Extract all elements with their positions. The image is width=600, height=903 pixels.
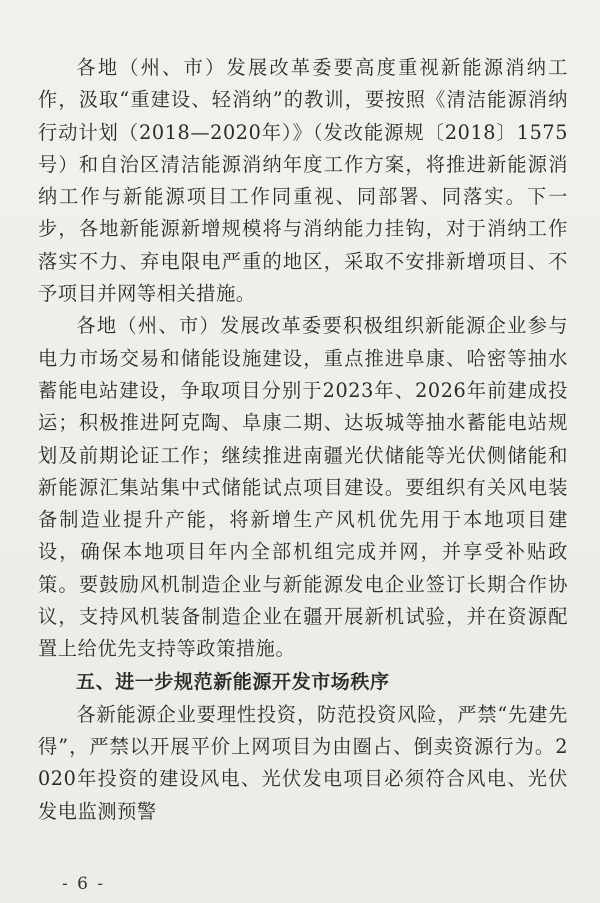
paragraph-market-and-storage: 各地（州、市）发展改革委要积极组织新能源企业参与电力市场交易和储能设施建设，重点推进阜康、哈密等抽水蓄能电站建设，争取项目分别于2023年、2026年前建成投运；积极推进阿克陶、阜康二期、达坂城等抽水蓄能电站规划及前期论证工作；继续推进南疆光伏储能等光伏侧储能和新能源汇集站集中式储能试点项目建设。要组织有关风电装备制造业提升产能，将新增生产风机优先用于本地项目建设，确保本地项目年内全部机组完成并网，并享受补贴政策。要鼓励风机制造企业与新能源发电企业签订长期合作协议，支持风机装备制造企业在疆开展新机试验，并在资源配置上给优先支持等政策措施。 — [38, 314, 568, 661]
paragraph-consumption-work: 各地（州、市）发展改革委要高度重视新能源消纳工作，汲取“重建设、轻消纳”的教训，要按照《清洁能源消纳行动计划（2018—2020年）》（发改能源规〔2018〕1575号）和自治区清洁能源消纳年度工作方案，将推进新能源消纳工作与新能源项目工作同重视、同部署、同落实。下一步，各地新能源新增规模将与消纳能力挂钩，对于消纳工作落实不力、弃电限电严重的地区，采取不安排新增项目、不予项目并网等相关措施。 — [38, 56, 568, 306]
paragraph-investment-rules: 各新能源企业要理性投资，防范投资风险，严禁“先建先得”，严禁以开展平价上网项目为由圈占、倒卖资源行为。2020年投资的建设风电、光伏发电项目必须符合风电、光伏发电监测预警 — [38, 702, 568, 823]
section-heading-five: 五、进一步规范新能源开发市场秩序 — [76, 670, 390, 693]
page-number: - 6 - — [62, 874, 106, 894]
document-body — [38, 52, 568, 828]
